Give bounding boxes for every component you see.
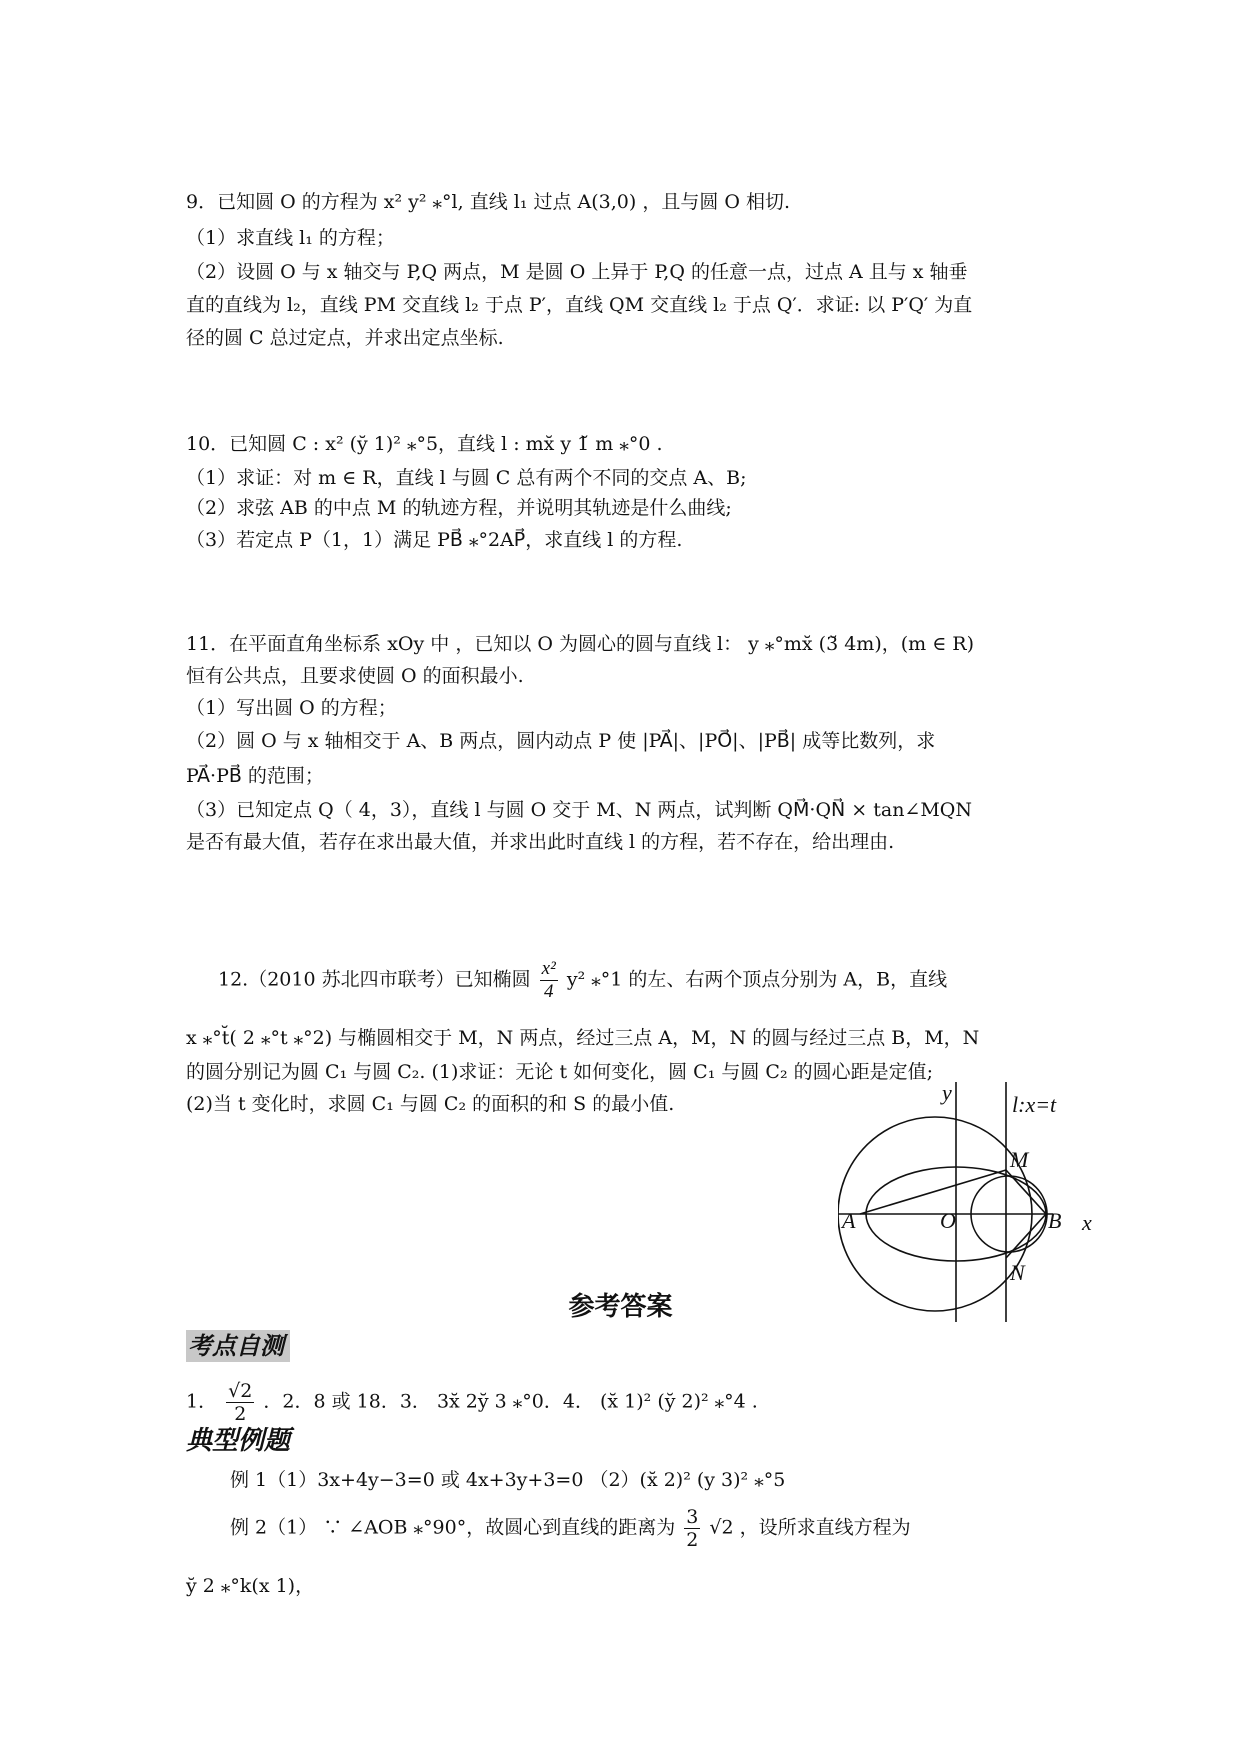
label-line-l: l:x=t: [1012, 1092, 1057, 1117]
answer-1-prefix: 1．: [186, 1390, 218, 1413]
fraction-numerator: 3: [686, 1506, 699, 1528]
answer-1-rest: ．2．8 或 18．3． 3x̆ 2y̆ 3 ⁎°0．4． (x̆ 1)² (y̆ 2)² ⁎°4 .: [263, 1390, 758, 1413]
problem-11-line-7: 是否有最大值，若存在求出最大值，并求出此时直线 l 的方程，若不存在，给出理由.: [186, 831, 895, 853]
label-b: B: [1048, 1208, 1062, 1233]
problem-9-line-4: 直的直线为 l₂，直线 PM 交直线 l₂ 于点 P′，直线 QM 交直线 l₂ 于点 Q′．求证: 以 P′Q′ 为直: [186, 294, 973, 316]
problem-10-line-2: （1）求证：对 m ∈ R，直线 l 与圆 C 总有两个不同的交点 A、B;: [186, 467, 747, 489]
problem-9-line-5: 径的圆 C 总过定点，并求出定点坐标.: [186, 327, 504, 349]
example-2-rest: √2 ，设所求直线方程为: [709, 1516, 911, 1539]
example-2-line-2: y̆ 2 ⁎°k(x 1)，: [186, 1575, 315, 1597]
fraction-denominator: 2: [234, 1403, 247, 1425]
problem-12-line-4: (2)当 t 变化时，求圆 C₁ 与圆 C₂ 的面积的和 S 的最小值.: [186, 1093, 675, 1115]
problem-11-line-1: 11．在平面直角坐标系 xOy 中 ，已知以 O 为圆心的圆与直线 l： y ⁎°mx̆ (3̆ 4m)，(m ∈ R): [186, 633, 975, 655]
fraction-denominator: 4: [543, 981, 554, 1002]
example-2-line-1: [230, 1506, 911, 1551]
section-dianxing: 典型例题: [186, 1426, 291, 1456]
problem-12-intro-rest: y² ⁎°1 的左、右两个顶点分别为 A，B，直线: [566, 968, 948, 991]
answers-title: 参考答案: [568, 1292, 673, 1322]
problem-12-intro: 12.（2010 苏北四市联考）已知椭圆: [218, 968, 531, 991]
problem-10-line-3: （2）求弦 AB 的中点 M 的轨迹方程，并说明其轨迹是什么曲线;: [186, 497, 732, 519]
answer-line-1: [186, 1380, 758, 1425]
problem-10-line-1: 10．已知圆 C : x² (y̆ 1)² ⁎°5，直线 l : mx̆ y 1̆ m ⁎°0 .: [186, 433, 663, 455]
answer-1-fraction: [226, 1380, 254, 1425]
problem-11-line-6: （3）已知定点 Q（ 4，3），直线 l 与圆 O 交于 M、N 两点，试判断 QM⃗·QN⃗ × tan∠MQN: [186, 799, 973, 821]
ellipse-fraction: [540, 958, 558, 1003]
label-m: M: [1010, 1147, 1029, 1172]
problem-12-line-3: 的圆分别记为圆 C₁ 与圆 C₂. (1)求证：无论 t 如何变化，圆 C₁ 与圆 C₂ 的圆心距是定值;: [186, 1061, 934, 1083]
label-a: A: [842, 1208, 856, 1233]
label-y: y: [942, 1082, 952, 1105]
example-1: 例 1（1）3x+4y−3=0 或 4x+3y+3=0 （2）(x̆ 2)² (y 3)² ⁎°5: [230, 1469, 786, 1491]
fraction-numerator: x²: [541, 958, 556, 979]
problem-9-line-2: （1）求直线 l₁ 的方程；: [186, 227, 395, 249]
problem-10-line-4: （3）若定点 P（1，1）满足 PB⃗ ⁎°2AP⃗，求直线 l 的方程.: [186, 529, 683, 551]
section-kaodian: 考点自测: [186, 1330, 290, 1362]
ellipse-circles-figure: [838, 1082, 1098, 1322]
fraction-numerator: √2: [228, 1380, 253, 1402]
problem-12-line-1: [218, 958, 947, 1003]
chord-am: [860, 1170, 1006, 1214]
label-o: O: [940, 1208, 956, 1233]
problem-11-line-4: （2）圆 O 与 x 轴相交于 A、B 两点，圆内动点 P 使 |PA⃗|、|PO⃗|、|PB⃗| 成等比数列，求: [186, 730, 936, 752]
problem-9-line-1: 9．已知圆 O 的方程为 x² y² ⁎°l, 直线 l₁ 过点 A(3,0) ，且与圆 O 相切.: [186, 191, 791, 213]
example-2-fraction: [684, 1506, 700, 1551]
problem-9-line-3: （2）设圆 O 与 x 轴交与 P,Q 两点，M 是圆 O 上异于 P,Q 的任意一点，过点 A 且与 x 轴垂: [186, 261, 968, 283]
example-2-prefix: 例 2（1） ∵ ∠AOB ⁎°90°，故圆心到直线的距离为: [230, 1516, 676, 1539]
problem-11-line-3: （1）写出圆 O 的方程；: [186, 697, 397, 719]
problem-11-line-5: PA⃗·PB⃗ 的范围；: [186, 765, 324, 787]
problem-12-line-2: x ⁎°t̆( 2 ⁎°t ⁎°2) 与椭圆相交于 M，N 两点，经过三点 A，M，N 的圆与经过三点 B，M，N: [186, 1027, 980, 1049]
label-n: N: [1010, 1260, 1025, 1285]
fraction-denominator: 2: [686, 1529, 699, 1551]
label-x: x: [1082, 1210, 1092, 1235]
problem-11-line-2: 恒有公共点，且要求使圆 O 的面积最小.: [186, 665, 524, 687]
